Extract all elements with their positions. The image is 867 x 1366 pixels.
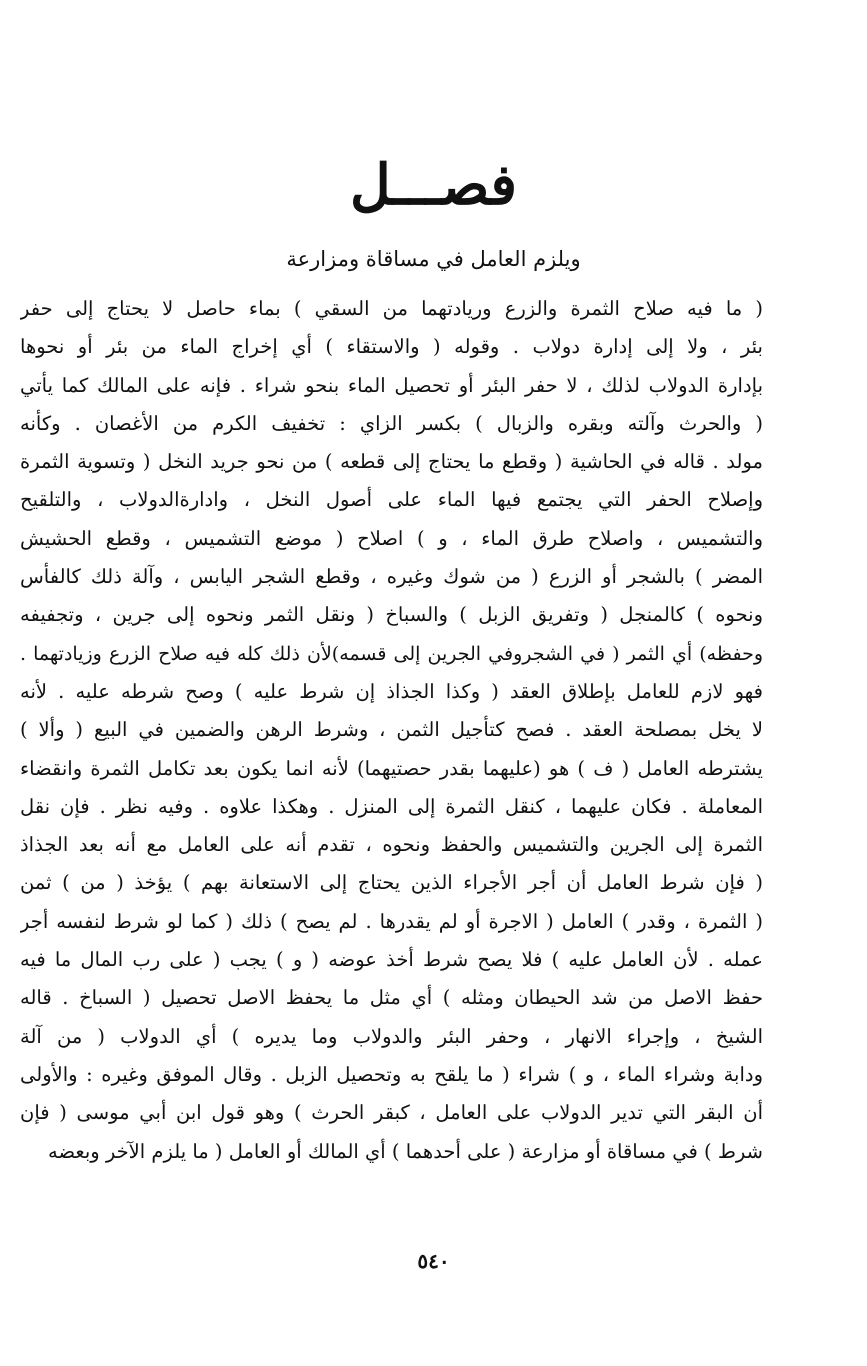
text-line: فهو لازم للعامل بإطلاق العقد ( وكذا الجذاذ إن شرط عليه ) وصح شرطه عليه . لأنه — [20, 679, 763, 703]
text-line: المعاملة . فكان عليهما ، كنقل الثمرة إلى المنزل . وهكذا علاوه . وفيه نظر . فإن نقل — [20, 794, 763, 818]
text-line: ودابة وشراء الماء ، و ) شراء ( ما يلقح به وتحصيل الزبل . وقال الموفق وغيره : والأولى — [20, 1062, 763, 1086]
text-line: أن البقر التي تدير الدولاب على العامل ، كبقر الحرث ) وهو قول ابن أبي موسى ( فإن — [20, 1101, 763, 1125]
text-line: وحفظه) أي الثمر ( في الشجروفي الجرين إلى قسمه)لأن ذلك كله فيه صلاح الزرع وزيادتهما . — [20, 642, 763, 665]
text-line: بإدارة الدولاب لذلك ، لا حفر البئر أو تحصيل الماء بنحو شراء . فإنه على المالك كما يأتي — [20, 373, 763, 397]
text-line: الثمرة إلى الجرين والتشميس والحفظ ونحوه ، تقدم أنه على العامل مع أنه بعد الجذاذ — [20, 833, 763, 857]
text-line: بئر ، ولا إلى إدارة دولاب . وقوله ( والاستقاء ) أي إخراج الماء من بئر أو نحوها — [20, 335, 763, 359]
text-line: حفظ الاصل من شد الحيطان ومثله ) أي مثل ما يحفظ الاصل تحصيل ( السباخ . قاله — [20, 986, 763, 1010]
text-line: ( الثمرة ، وقدر ) العامل ( الاجرة أو لم يقدرها . لم يصح ) ذلك ( كما لو شرط لنفسه أجر — [20, 909, 763, 933]
text-line: وإصلاح الحفر التي يجتمع فيها الماء على أصول النخل ، وادارةالدولاب ، والتلقيح — [20, 488, 763, 512]
text-line: يشترطه العامل ( ف ) هو (عليهما بقدر حصتيهما) لأنه انما يكون بعد تكامل الثمرة وانقضاء — [20, 756, 763, 780]
text-line: ( فإن شرط العامل أن أجر الأجراء الذين يحتاج إلى الاستعانة بهم ) يؤخذ ( من ) ثمن — [20, 871, 763, 895]
page-number: ٥٤٠ — [417, 1249, 450, 1273]
text-line: مولد . قاله في الحاشية ( وقطع ما يحتاج إلى قطعه ) من نحو جريد النخل ( وتسوية الثمرة — [20, 450, 763, 474]
text-line: شرط ) في مساقاة أو مزارعة ( على أحدهما ) أي المالك أو العامل ( ما يلزم الآخر وبعضه — [48, 1139, 763, 1163]
text-line: عمله . لأن العامل عليه ) فلا يصح شرط أخذ عوضه ( و ) يجب ( على رب المال ما فيه — [20, 948, 763, 972]
text-line: الشيخ ، وإجراء الانهار ، وحفر البئر والدولاب وما يديره ) أي الدولاب ( من آلة — [20, 1024, 763, 1048]
text-line: لا يخل بمصلحة العقد . فصح كتأجيل الثمن ، وشرط الرهن والضمين في البيع ( وألا ) — [20, 718, 763, 742]
text-line: والتشميس ، واصلاح طرق الماء ، و ) اصلاح ( موضع التشميس ، وقطع الحشيش — [20, 526, 763, 550]
section-heading: فصـــل — [350, 152, 517, 218]
text-line: ونحوه ) كالمنجل ( وتفريق الزبل ) والسباخ ( ونقل الثمر ونحوه إلى جرين ، وتجفيفه — [20, 603, 763, 627]
body-text — [20, 290, 763, 1171]
text-line: المضر ) بالشجر أو الزرع ( من شوك وغيره ، وقطع الشجر اليابس ، وآلة ذلك كالفأس — [20, 565, 763, 589]
text-line: ( ما فيه صلاح الثمرة والزرع وريادتهما من السقي ) بماء حاصل لا يحتاج إلى حفر — [20, 297, 763, 320]
section-subheading: ويلزم العامل في مساقاة ومزارعة — [286, 247, 581, 271]
text-line: ( والحرث وآلته وبقره والزبال ) بكسر الزاي : تخفيف الكرم من الأغصان . وكأنه — [20, 411, 763, 435]
